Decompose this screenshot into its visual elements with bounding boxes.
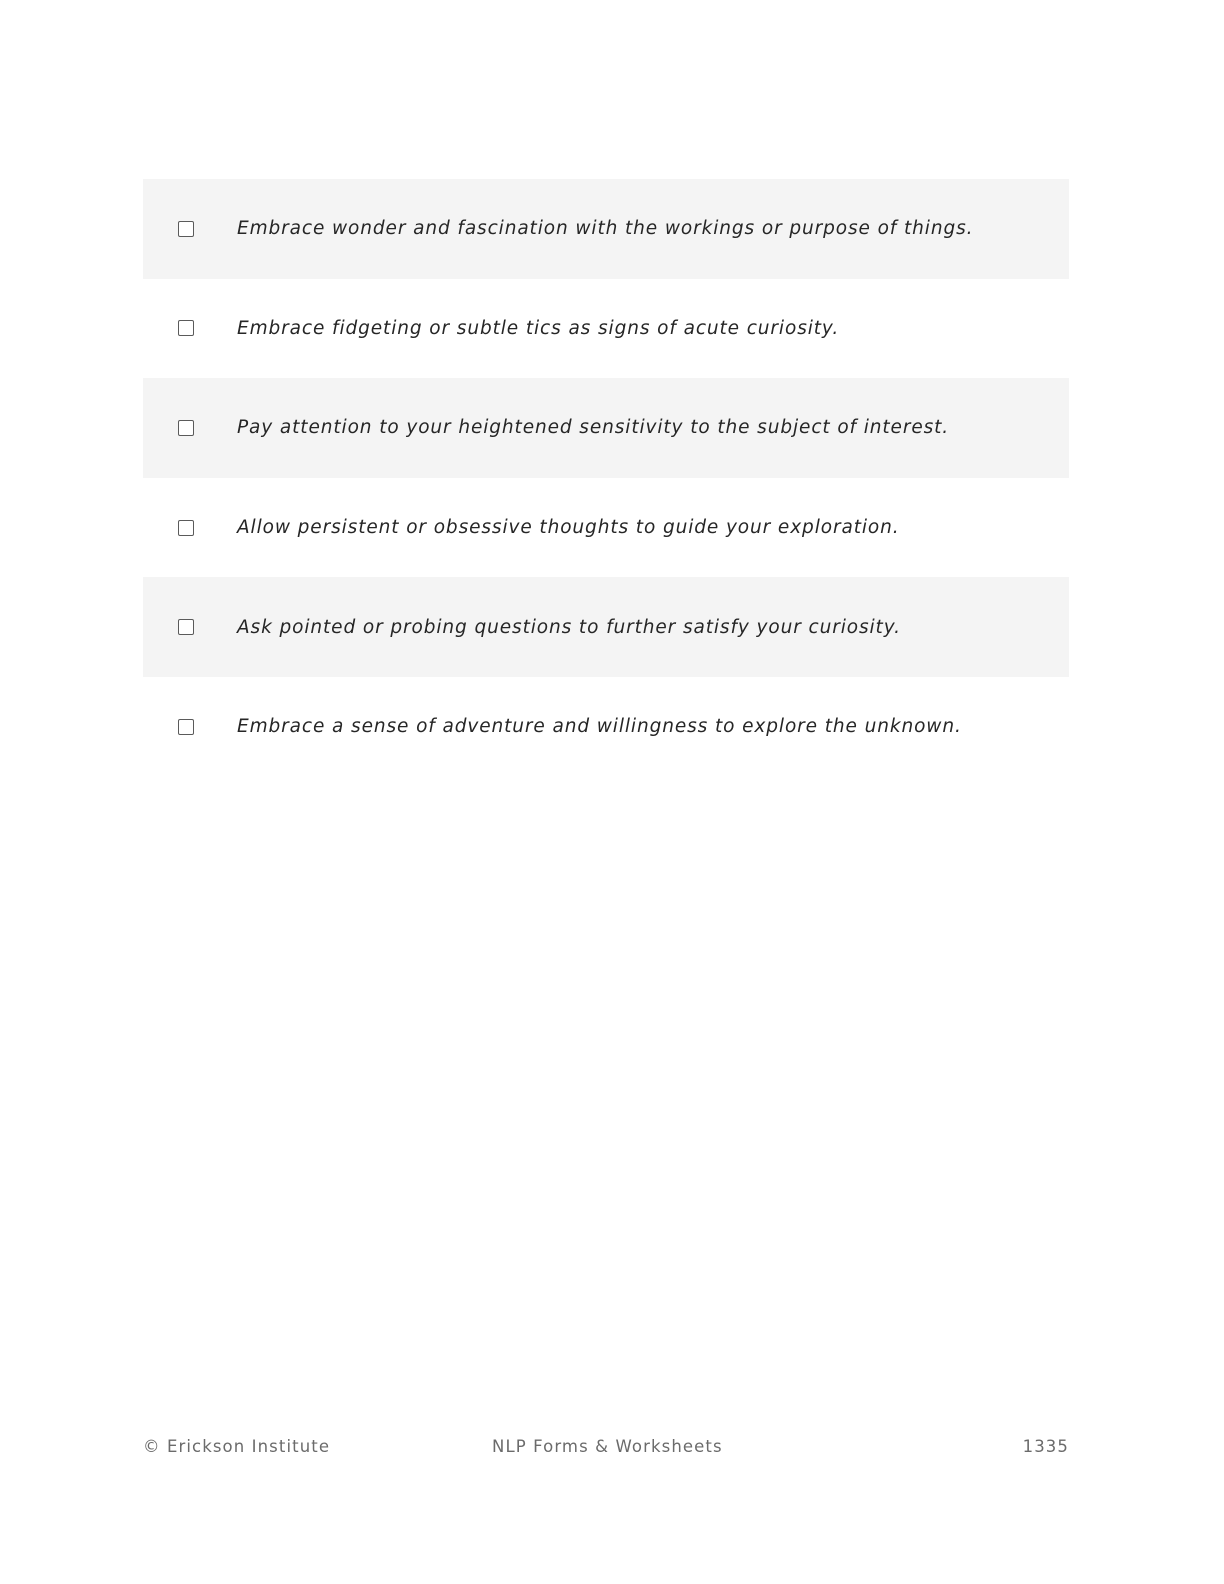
checklist [143,179,1069,777]
footer-copyright: © Erickson Institute [143,1437,331,1456]
checkbox[interactable] [178,221,194,237]
checkbox[interactable] [178,619,194,635]
checklist-item-label: Embrace a sense of adventure and willingness to explore the unknown. [237,716,962,738]
checklist-item-label: Ask pointed or probing questions to further satisfy your curiosity. [237,616,901,638]
checklist-item-label: Embrace fidgeting or subtle tics as signs of acute curiosity. [237,317,840,339]
footer-document-title: NLP Forms & Worksheets [492,1437,723,1456]
checklist-item [143,179,1069,279]
checklist-item [143,577,1069,677]
checklist-item [143,378,1069,478]
checkbox[interactable] [178,719,194,735]
checklist-item [143,677,1069,777]
checkbox[interactable] [178,420,194,436]
checklist-item [143,478,1069,578]
checkbox[interactable] [178,520,194,536]
checklist-item-label: Embrace wonder and fascination with the workings or purpose of things. [237,218,974,240]
footer-page-number: 1335 [1022,1437,1069,1456]
checklist-item-label: Pay attention to your heightened sensitivity to the subject of interest. [237,417,950,439]
checklist-item [143,279,1069,379]
checkbox[interactable] [178,320,194,336]
page-footer [143,1437,1069,1459]
checklist-item-label: Allow persistent or obsessive thoughts to guide your exploration. [237,517,900,539]
